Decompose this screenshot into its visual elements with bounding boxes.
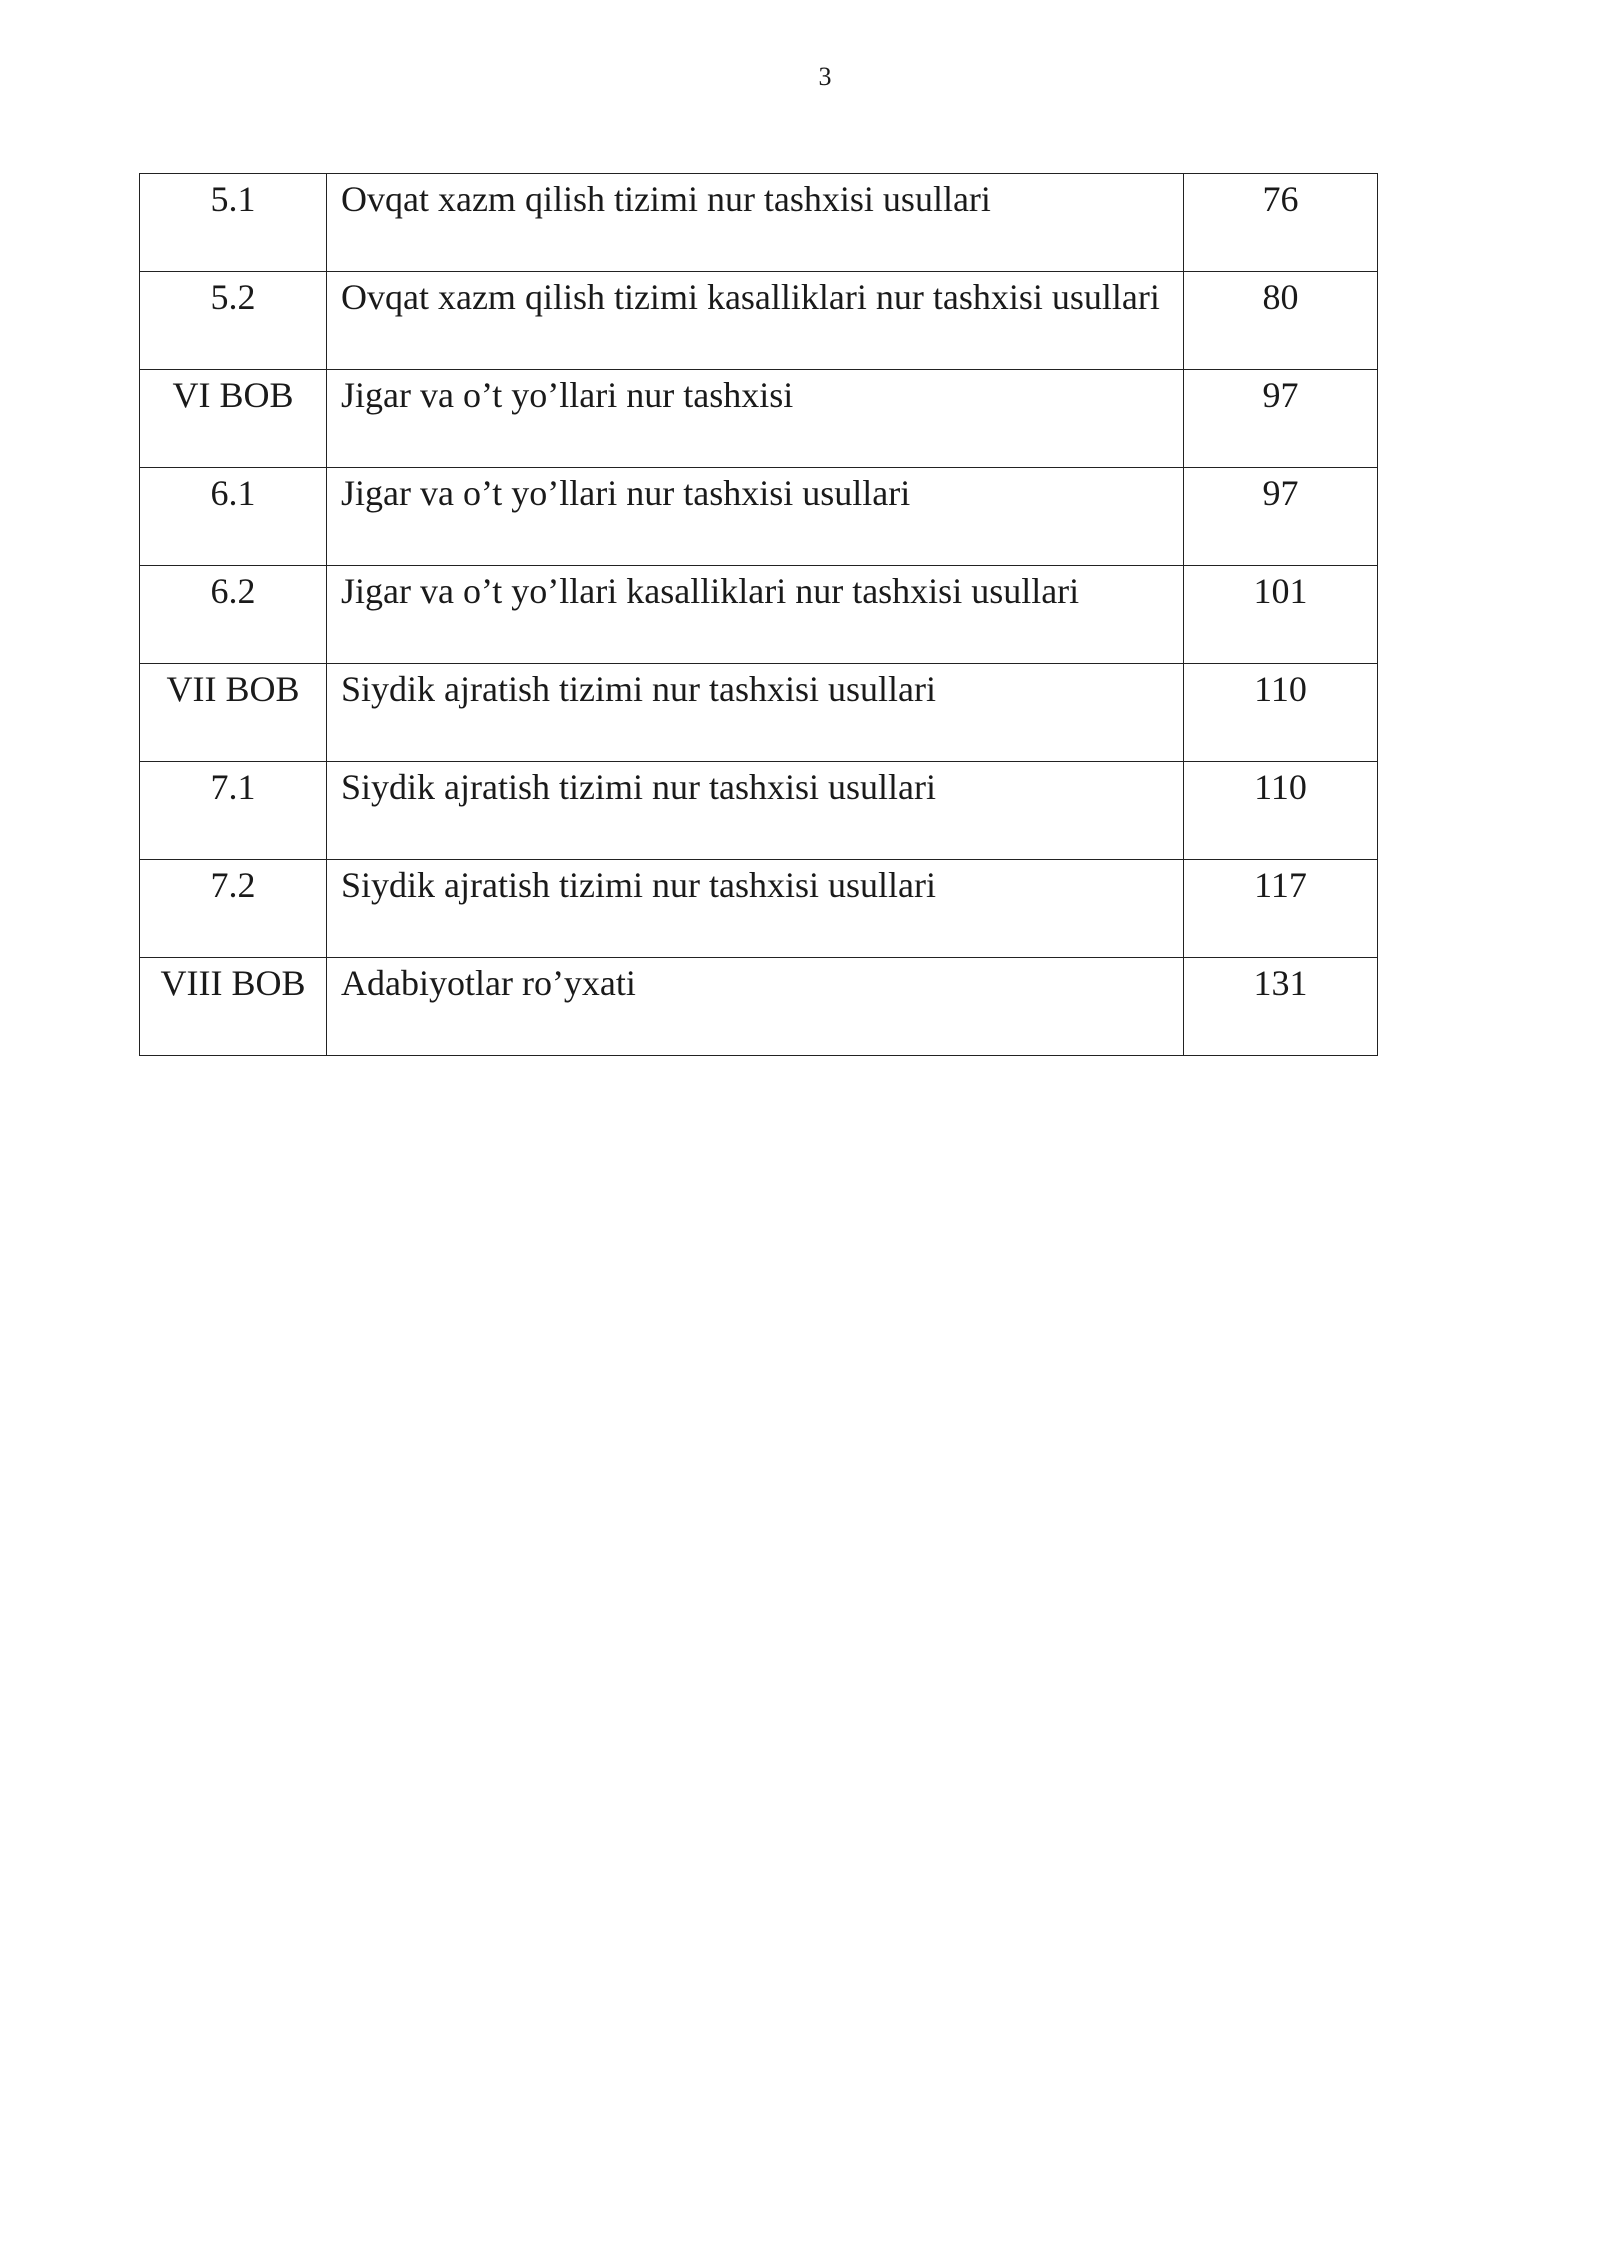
section-title: Ovqat xazm qilish tizimi nur tashxisi usullari [327,174,1184,272]
section-number: 7.1 [140,762,327,860]
section-title: Ovqat xazm qilish tizimi kasalliklari nur tashxisi usullari [327,272,1184,370]
section-page: 117 [1184,860,1378,958]
section-page: 80 [1184,272,1378,370]
section-title: Siydik ajratish tizimi nur tashxisi usullari [327,762,1184,860]
section-title: Siydik ajratish tizimi nur tashxisi usullari [327,664,1184,762]
section-number: VIII BOB [140,958,327,1056]
section-title: Jigar va o’t yo’llari kasalliklari nur tashxisi usullari [327,566,1184,664]
section-page: 97 [1184,370,1378,468]
table-row [140,664,1378,762]
table-row [140,468,1378,566]
section-page: 110 [1184,664,1378,762]
table-row [140,762,1378,860]
table-row [140,566,1378,664]
page-number: 3 [818,62,832,91]
section-page: 97 [1184,468,1378,566]
section-title: Siydik ajratish tizimi nur tashxisi usullari [327,860,1184,958]
table-of-contents [139,173,1378,1056]
table-row [140,860,1378,958]
section-number: 5.1 [140,174,327,272]
table-row [140,370,1378,468]
table-row [140,174,1378,272]
section-title: Adabiyotlar ro’yxati [327,958,1184,1056]
section-number: VII BOB [140,664,327,762]
section-page: 101 [1184,566,1378,664]
section-number: 6.2 [140,566,327,664]
table-row [140,272,1378,370]
section-number: 6.1 [140,468,327,566]
section-title: Jigar va o’t yo’llari nur tashxisi usullari [327,468,1184,566]
section-page: 131 [1184,958,1378,1056]
section-number: 7.2 [140,860,327,958]
section-title: Jigar va o’t yo’llari nur tashxisi [327,370,1184,468]
section-number: VI BOB [140,370,327,468]
section-page: 110 [1184,762,1378,860]
table-row [140,958,1378,1056]
section-number: 5.2 [140,272,327,370]
section-page: 76 [1184,174,1378,272]
